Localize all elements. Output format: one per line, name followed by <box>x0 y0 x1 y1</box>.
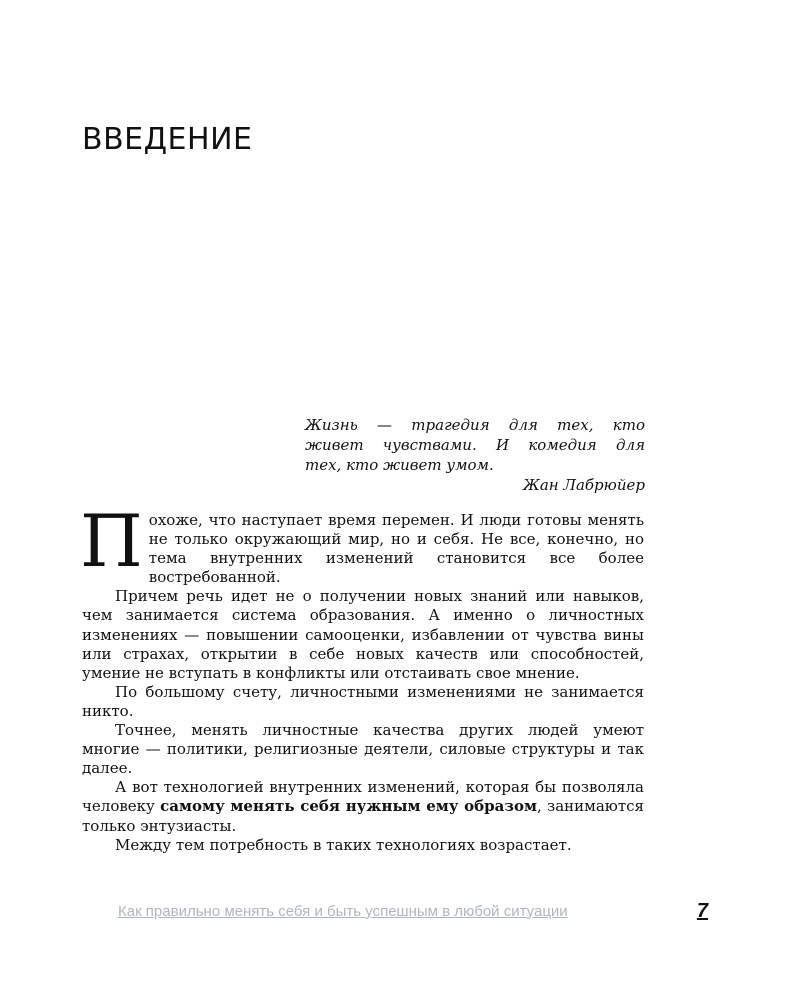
paragraph-text: А вот технологией внутренних изменений, которая бы позволяла человеку <box>82 778 644 816</box>
paragraph: По большому счету, личностными изменениями не занимается никто. <box>82 682 644 720</box>
chapter-title: ВВЕДЕНИЕ <box>82 122 253 157</box>
paragraph: Точнее, менять личностные качества других людей умеют многие — политики, религиозные деятели, силовые структуры и так далее. <box>82 721 644 778</box>
epigraph-line: живет чувствами. И комедия для <box>305 436 645 454</box>
paragraph: Между тем потребность в таких технологиях возрастает. <box>115 835 572 854</box>
paragraph-text: охоже, что наступает время перемен. И люди готовы менять не только окружающий мир, но и себя. Не все, конечно, но тема внутренних изменений становится все более востребованной. <box>148 511 644 587</box>
drop-cap: П <box>80 499 143 583</box>
page-number: 7 <box>696 900 708 922</box>
body-text <box>80 499 644 855</box>
paragraph <box>82 778 644 835</box>
running-title-link[interactable]: Как правильно менять себя и быть успешным в любой ситуации <box>118 903 568 920</box>
paragraph <box>80 499 644 587</box>
paragraph-text: , занимаются только энтузиасты. <box>82 797 644 835</box>
paragraph: Причем речь идет не о получении новых знаний или навыков, чем занимается система образования. А именно о личностных изменениях — повышении самооценки, избавлении от чувства вины или страхах, открытии в себе новых качеств или способностей, умение не вступать в конфликты или отстаивать свое мнение. <box>82 587 644 682</box>
epigraph-line: Жизнь — трагедия для тех, кто <box>305 416 645 434</box>
epigraph-author: Жан Лабрюйер <box>522 476 645 494</box>
bold-emphasis: самому менять себя нужным ему образом <box>160 797 537 816</box>
epigraph-line: тех, кто живет умом. <box>305 456 494 474</box>
epigraph <box>305 415 645 495</box>
